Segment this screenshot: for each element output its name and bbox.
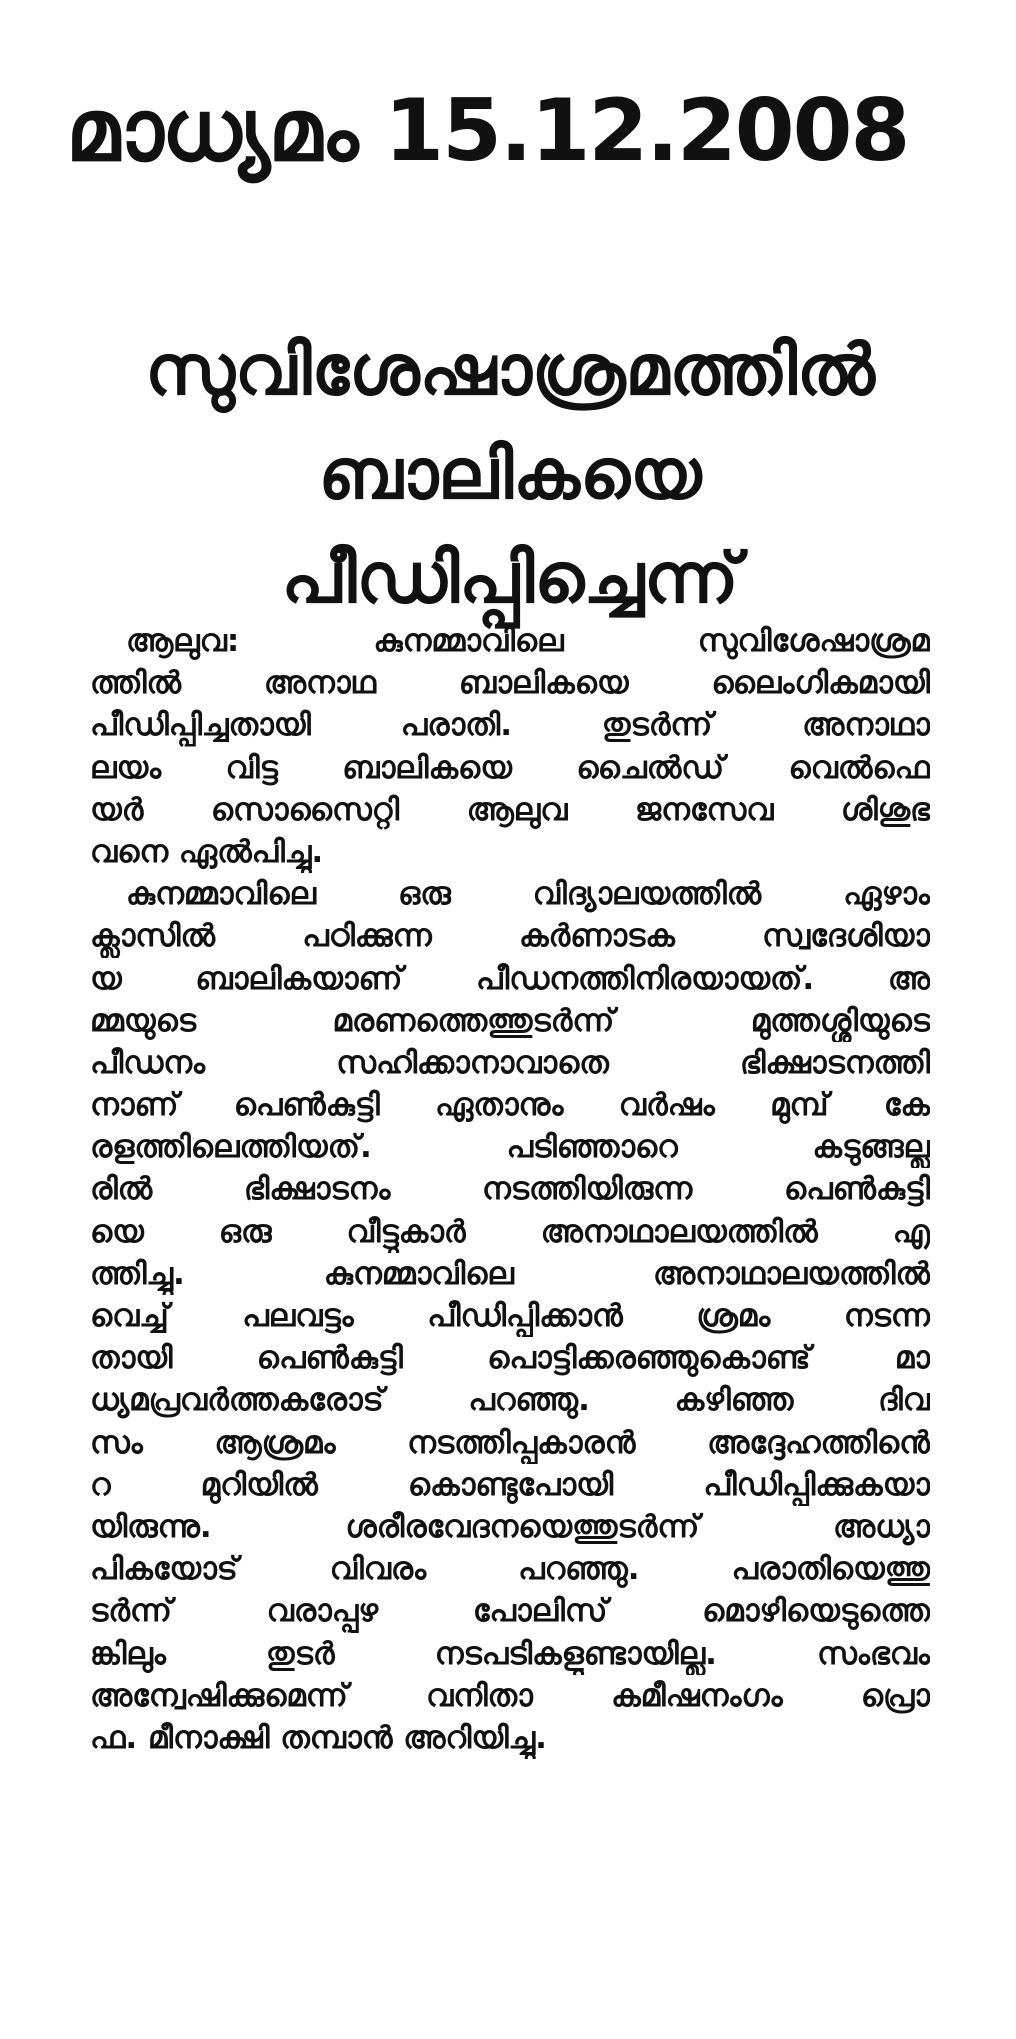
masthead (66, 81, 909, 181)
article-line: മ്മയുടെ മരണത്തെത്തുടർന്ന് മുത്തശ്ശിയുടെ (90, 1002, 930, 1039)
article-line: ലയം വിട്ട ബാലികയെ ചൈൽഡ് വെൽഫെ (90, 749, 930, 786)
headline-line: സുവിശേഷാശ്രമത്തിൽ (145, 329, 875, 411)
article-line: യ ബാലികയാണ് പീഡനത്തിനിരയായത്. അ (90, 960, 930, 997)
article-line: ങ്കിലും തുടർ നടപടികളുണ്ടായില്ല. സംഭവം (90, 1635, 930, 1672)
article-line: തായി പെൺകുട്ടി പൊട്ടിക്കരഞ്ഞുകൊണ്ട് മാ (90, 1340, 930, 1377)
article-line: യെ ഒരു വീട്ടുകാർ അനാഥാലയത്തിൽ എ (90, 1213, 930, 1250)
article-line: യർ സൊസൈറ്റി ആലുവ ജനസേവ ശിശുഭ (90, 791, 930, 828)
article-line: വെച്ച് പലവട്ടം പീഡിപ്പിക്കാൻ ശ്രമം നടന്ന (90, 1298, 930, 1334)
article-line: ടർന്ന് വരാപ്പുഴ പോലിസ് മൊഴിയെടുത്തെ (90, 1593, 930, 1630)
article-line: കുനമ്മാവിലെ ഒരു വിദ്യാലയത്തിൽ ഏഴാം (126, 876, 930, 913)
headline-line: പീഡിപ്പിച്ചെന്ന് (281, 537, 739, 619)
headline (60, 318, 960, 630)
article-line: രിൽ ഭിക്ഷാടനം നടത്തിയിരുന്ന പെൺകുട്ടി (90, 1171, 930, 1208)
article-line: യിരുന്നു. ശരീരവേദനയെത്തുടർന്ന് അധ്യാ (90, 1508, 930, 1545)
article-line: ധ്യമപ്രവർത്തകരോട് പറഞ്ഞു. കഴിഞ്ഞ ദിവ (90, 1382, 930, 1419)
article-line: വനെ ഏൽപിച്ചു. (90, 833, 324, 870)
article-line: പീഡിപ്പിച്ചതായി പരാതി. തുടർന്ന് അനാഥാ (90, 707, 930, 744)
article-line: സം ആശ്രമം നടത്തിപ്പുകാരൻ അദ്ദേഹത്തിൻെ (90, 1424, 930, 1461)
article-line: ത്തിൽ അനാഥ ബാലികയെ ലൈംഗികമായി (90, 665, 930, 702)
publication-date: 15.12.2008 (384, 81, 909, 181)
article-line: പികയോട് വിവരം പറഞ്ഞു. പരാതിയെത്തു (90, 1551, 930, 1588)
article-line: ഫ. മീനാക്ഷി തമ്പാൻ അറിയിച്ചു. (90, 1719, 547, 1756)
article-line: നാണ് പെൺകുട്ടി ഏതാനും വർഷം മുമ്പ് കേ (90, 1087, 930, 1124)
article-line: ആലുവ: കുനമ്മാവിലെ സുവിശേഷാശ്രമ (126, 623, 930, 659)
article-line: പീഡനം സഹിക്കാനാവാതെ ഭിക്ഷാടനത്തി (90, 1044, 930, 1081)
publication-name: മാധ്യമം (66, 81, 357, 181)
article-line: അന്വേഷിക്കുമെന്ന് വനിതാ കമീഷനംഗം പ്രൊ (90, 1677, 930, 1714)
article-line: റ മുറിയിൽ കൊണ്ടുപോയി പീഡിപ്പിക്കുകയാ (90, 1466, 930, 1503)
article-line: ത്തിച്ചു. കുനമ്മാവിലെ അനാഥാലയത്തിൽ (90, 1255, 930, 1292)
headline-line: ബാലികയെ (318, 433, 702, 515)
article-line: ക്ലാസിൽ പഠിക്കുന്ന കർണാടക സ്വദേശിയാ (90, 918, 930, 955)
article-body (90, 620, 930, 1759)
article-line: രളത്തിലെത്തിയത്. പടിഞ്ഞാറെ കടുങ്ങല്ലൂ (90, 1129, 930, 1166)
